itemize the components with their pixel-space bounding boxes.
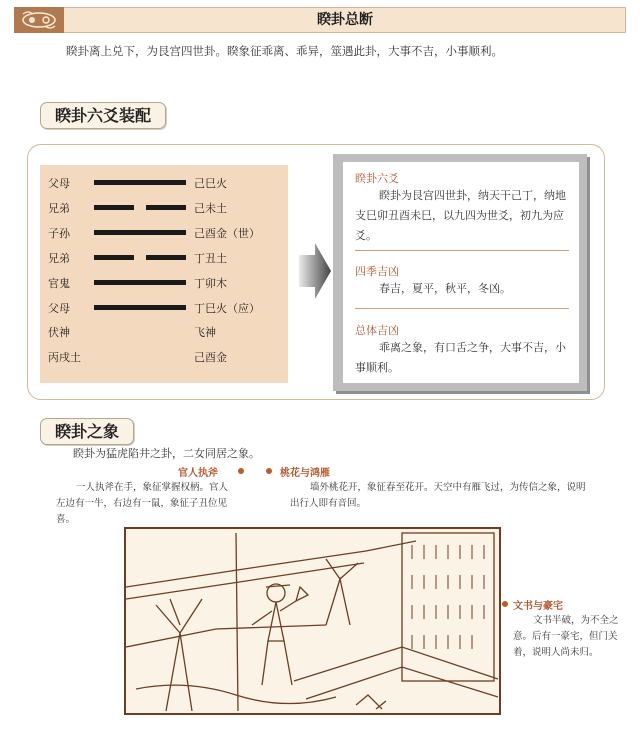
- line-row: [40, 298, 288, 318]
- page-title: 睽卦总断: [317, 12, 373, 28]
- callout-dot: [502, 601, 508, 607]
- yin-line-segment: [146, 255, 186, 260]
- callout-book-text: 文书半破，为不全之意。后有一豪宅，但门关着，说明人尚未归。: [513, 615, 619, 658]
- line-row: [40, 248, 288, 268]
- callout-dot: [266, 468, 272, 474]
- divider: [355, 250, 569, 251]
- hidden-spirit-label: 伏神: [48, 326, 70, 339]
- callout-axe-title: 官人执斧: [178, 468, 218, 479]
- line-branch: 己酉金（世）: [194, 227, 260, 240]
- line-relation: 兄弟: [48, 252, 70, 265]
- line-row: [40, 198, 288, 218]
- six-lines-text: 睽卦为艮宫四世卦，纳天干己丁，纳地支巳卯丑酉未巳，以九四为世爻，初九为应爻。: [355, 189, 566, 242]
- line-row: [40, 273, 288, 293]
- section-header-image: 睽卦之象: [40, 418, 134, 445]
- yang-line: [94, 180, 186, 185]
- line-relation: 父母: [48, 177, 70, 190]
- callout-flower-title: 桃花与鸿雁: [280, 468, 330, 479]
- line-branch: 丁丑土: [194, 252, 227, 265]
- line-relation: 兄弟: [48, 202, 70, 215]
- callout-flower-text: 墙外桃花开，象征春至花开。天空中有雁飞过，为传信之象，说明出行人即有音回。: [290, 482, 586, 509]
- woodcut-scene: [126, 529, 499, 713]
- line-branch: 丁巳火（应）: [194, 302, 260, 315]
- line-configuration-box: [40, 165, 288, 383]
- divider: [355, 308, 569, 309]
- hidden-spirit-row: [40, 322, 288, 342]
- hidden-spirit-value-row: [40, 347, 288, 367]
- yang-line: [94, 305, 186, 310]
- hidden-spirit-value: 丙戌土: [48, 351, 81, 364]
- image-caption: 睽卦为猛虎陷井之卦，二女同居之象。: [73, 447, 260, 460]
- line-branch: 丁卯木: [194, 277, 227, 290]
- line-branch: 己巳火: [194, 177, 227, 190]
- seasons-title: 四季吉凶: [355, 265, 399, 278]
- seasons-text: 春吉，夏平，秋平，冬凶。: [379, 282, 511, 295]
- callout-book-title: 文书与豪宅: [513, 601, 563, 612]
- flying-spirit-value: 己酉金: [194, 351, 227, 364]
- line-relation: 官鬼: [48, 277, 70, 290]
- callout-axe-text: 一人执斧在手，象征掌握权柄。官人左边有一牛，右边有一鼠，象征子丑位见喜。: [56, 482, 229, 525]
- six-lines-title: 睽卦六爻: [355, 172, 399, 185]
- overall-title: 总体吉凶: [355, 324, 399, 337]
- line-row: [40, 173, 288, 193]
- line-branch: 己未土: [194, 202, 227, 215]
- section-header-lines: 睽卦六爻装配: [40, 102, 166, 129]
- overall-text: 乖离之象，有口舌之争，大事不吉，小事顺利。: [355, 341, 566, 374]
- intro-paragraph: 睽卦离上兑下，为艮宫四世卦。睽象征乖离、乖异，筮遇此卦，大事不吉，小事顺利。: [66, 44, 503, 58]
- line-row: [40, 223, 288, 243]
- line-relation: 父母: [48, 302, 70, 315]
- woodcut-illustration: [124, 527, 501, 715]
- yin-line-segment: [94, 255, 134, 260]
- arrow-right-icon: [297, 241, 333, 305]
- line-relation: 子孙: [48, 227, 70, 240]
- callout-dot: [238, 468, 244, 474]
- flying-spirit-label: 飞神: [194, 326, 216, 339]
- logo-emblem-icon: [14, 7, 64, 33]
- yang-line: [94, 230, 186, 235]
- yin-line-segment: [94, 205, 134, 210]
- info-box: [343, 162, 579, 383]
- yin-line-segment: [146, 205, 186, 210]
- yang-line: [94, 280, 186, 285]
